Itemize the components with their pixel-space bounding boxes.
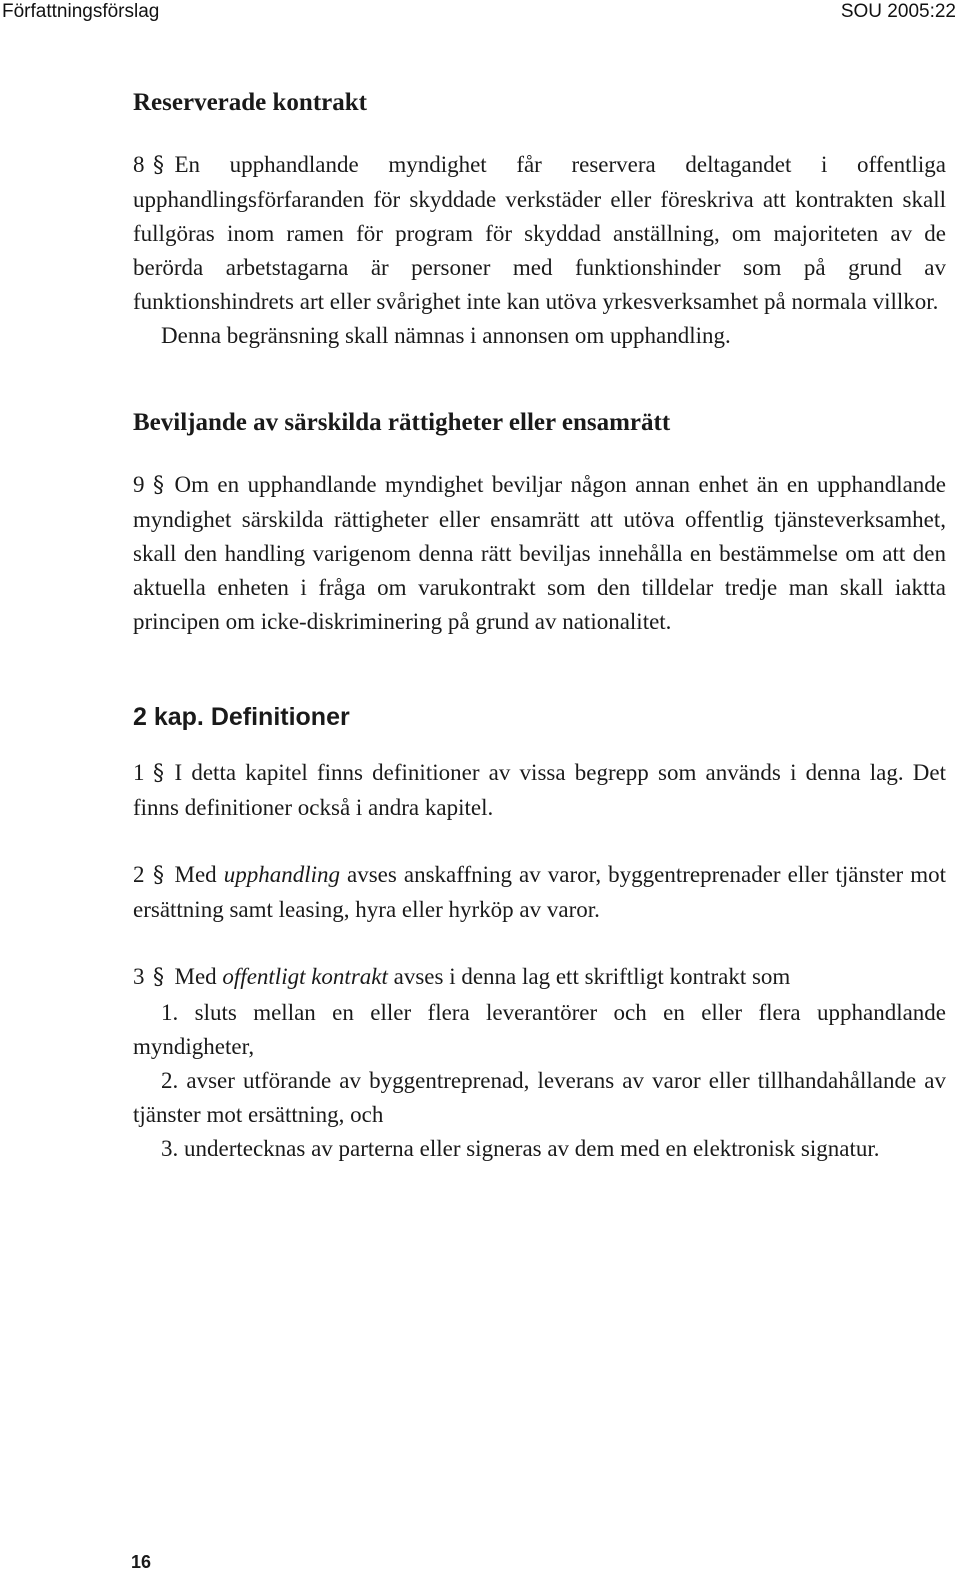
list-item-1: 1. sluts mellan en eller flera leverantörer och en eller flera upphandlande myndigheter, — [133, 999, 946, 1059]
document-body — [133, 86, 946, 1166]
paragraph-number: 1 — [133, 760, 145, 786]
paragraph-ch2-2 — [133, 858, 946, 927]
paragraph-ch2-1 — [133, 756, 946, 825]
section-sign: § — [153, 965, 164, 991]
section-sign: § — [153, 761, 164, 787]
heading-reserverade-kontrakt: Reserverade kontrakt — [133, 89, 367, 116]
paragraph-text-pre: Med — [174, 862, 217, 888]
heading-beviljande: Beviljande av särskilda rättigheter eller ensamrätt — [133, 408, 671, 436]
paragraph-ch2-3 — [133, 960, 946, 995]
paragraph-text: En upphandlande myndighet får reservera deltagandet i offentliga upphandlingsförfaranden för skyddade verkstäder eller föreskriva att kontrakten skall fullgöras inom ramen för program för skyddad anställning, om majoriteten av de berörda arbetstagarna är personer med funktionshinder som på grund av funktionshindrets art eller svårighet inte kan utöva yrkesverksamhet på normala villkor. — [133, 152, 946, 315]
defined-term: upphandling — [223, 862, 340, 888]
paragraph-text-post: avses i denna lag ett skriftligt kontrakt som — [393, 964, 791, 990]
paragraph-number: 2 — [133, 862, 145, 888]
paragraph-text-post: avses anskaffning av varor, byggentreprenader eller tjänster mot ersättning samt leasing, hyra eller hyrköp av varor. — [133, 862, 946, 923]
paragraph-8 — [133, 148, 946, 319]
paragraph-text: I detta kapitel finns definitioner av vissa begrepp som används i denna lag. Det finns definitioner också i andra kapitel. — [133, 760, 946, 821]
paragraph-text: Om en upphandlande myndighet beviljar någon annan enhet än en upphandlande myndighet särskilda rättigheter eller ensamrätt att utöva offentlig tjänsteverksamhet, skall den handling varigenom denna rätt beviljas innehålla en bestämmelse om att den aktuella enheten i fråga om varukontrakt som den tilldelar tredje man skall iaktta principen om icke-diskriminering på grund av nationalitet. — [133, 471, 946, 634]
defined-term: offentligt kontrakt — [222, 964, 388, 990]
list-item-2: 2. avser utförande av byggentreprenad, leverans av varor eller tillhandahållande av tjänster mot ersättning, och — [133, 1067, 946, 1127]
section-sign: § — [153, 863, 164, 889]
paragraph-number: 3 — [133, 964, 145, 990]
paragraph-8-second: Denna begränsning skall nämnas i annonsen om upphandling. — [161, 323, 731, 349]
paragraph-text-pre: Med — [174, 964, 217, 990]
list-item-3: 3. undertecknas av parterna eller signeras av dem med en elektronisk signatur. — [161, 1135, 880, 1161]
header-section-title: Författningsförslag — [2, 1, 160, 22]
page-number: 16 — [131, 1552, 152, 1572]
paragraph-number: 9 — [133, 471, 145, 497]
section-sign: § — [153, 153, 164, 178]
section-sign: § — [153, 472, 164, 498]
running-header — [0, 0, 960, 26]
paragraph-number: 8 — [133, 152, 145, 177]
paragraph-9 — [133, 468, 946, 639]
chapter-heading: 2 kap. Definitioner — [133, 703, 350, 732]
header-document-id: SOU 2005:22 — [840, 1, 956, 22]
